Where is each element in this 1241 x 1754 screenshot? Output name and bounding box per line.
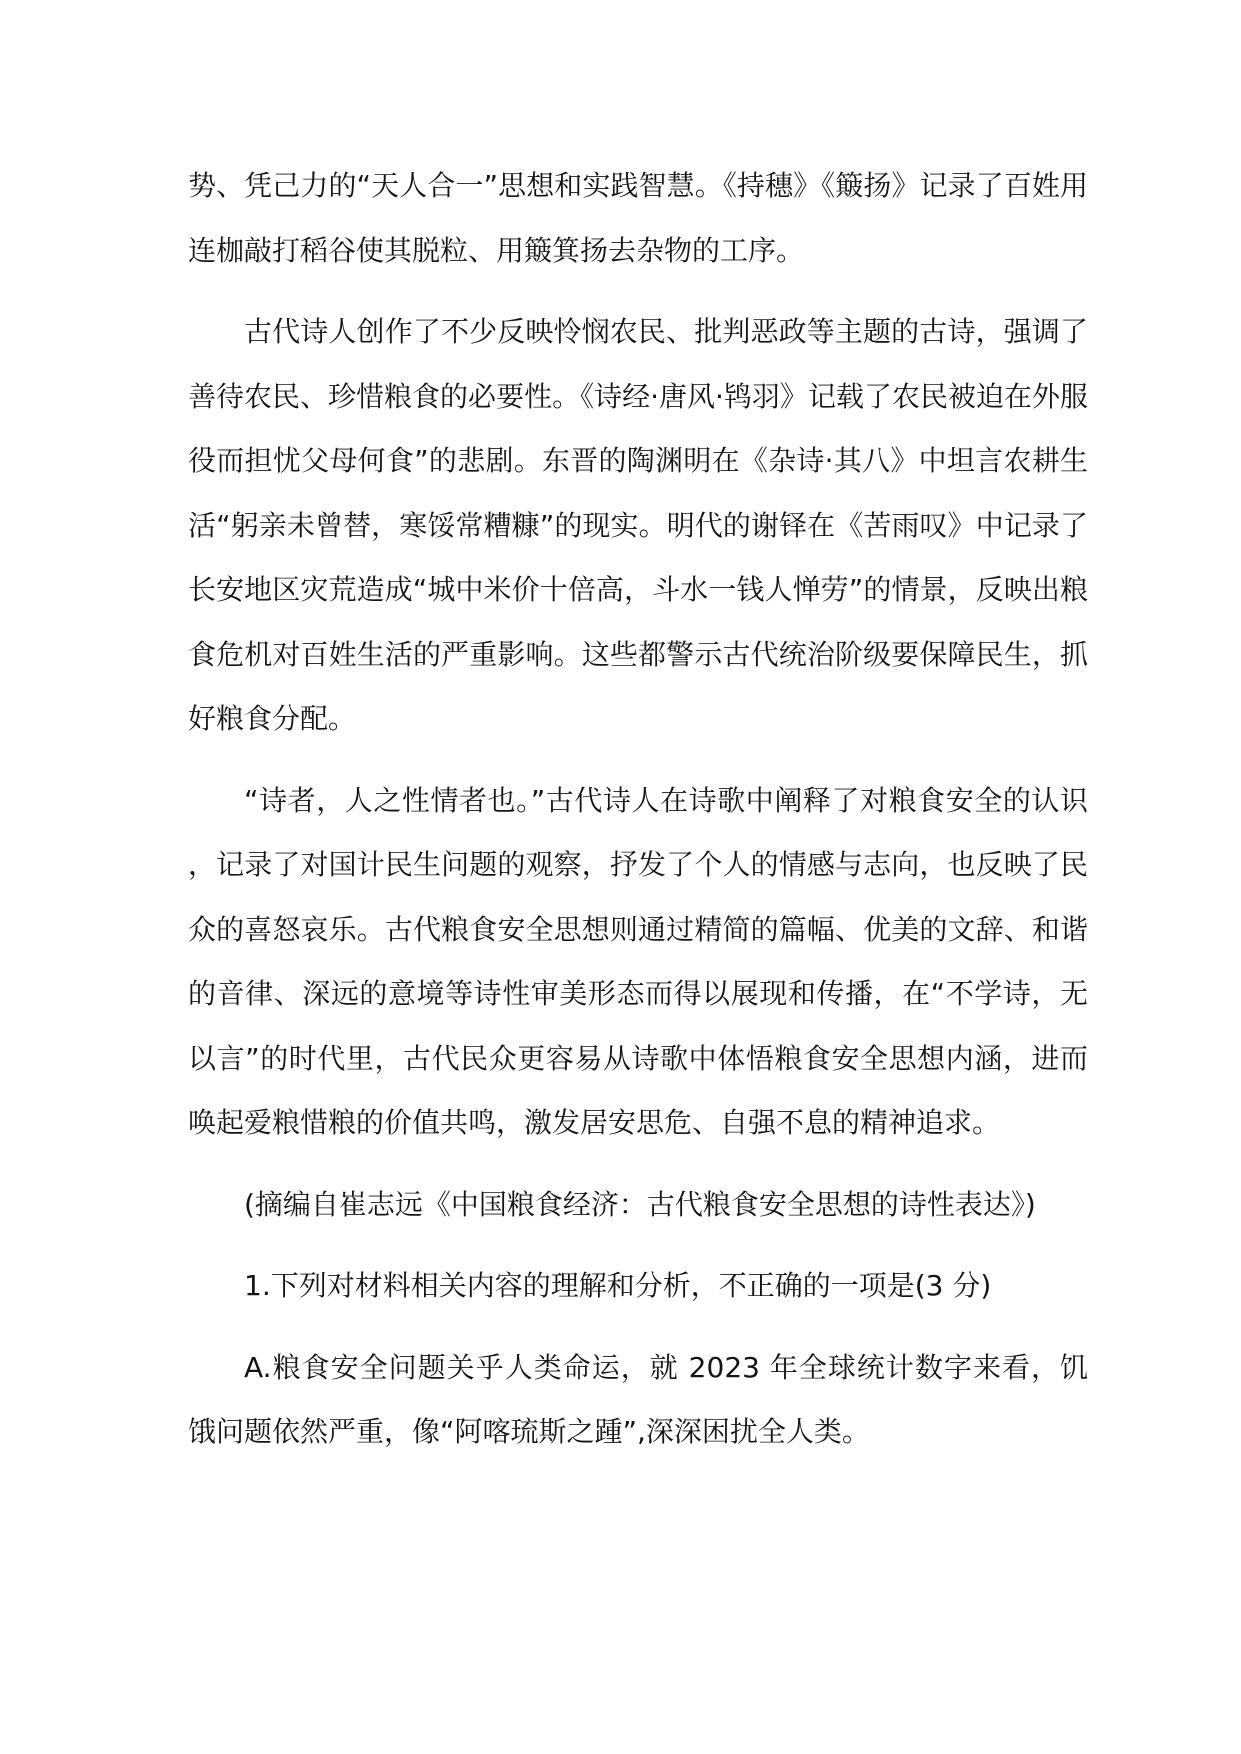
source-citation: (摘编自崔志远《中国粮食经济：古代粮食安全思想的诗性表达》)	[244, 1187, 1036, 1221]
paragraph-poetic-expression: “诗者，人之性情者也。”古代诗人在诗歌中阐释了对粮食安全的认识，记录了对国计民生问题的观察，抒发了个人的情感与志向，也反映了民众的喜怒哀乐。古代粮食安全思想则通过精简的篇幅、优美的文辞、和谐的音律、深远的意境等诗性审美形态而得以展现和传播，在“不学诗，无以言”的时代里，古代民众更容易从诗歌中体悟粮食安全思想内涵，进而唤起爱粮惜粮的价值共鸣，激发居安思危、自强不息的精神追求。	[188, 783, 1088, 1139]
question-1: 1.下列对材料相关内容的理解和分析，不正确的一项是(3 分)	[244, 1269, 992, 1302]
paragraph-continuation: 势、凭己力的“天人合一”思想和实践智慧。《持穗》《簸扬》记录了百姓用连枷敲打稻谷使其脱粒、用簸箕扬去杂物的工序。	[188, 169, 1088, 267]
paragraph-poets-compassion: 古代诗人创作了不少反映怜悯农民、批判恶政等主题的古诗，强调了善待农民、珍惜粮食的必要性。《诗经·唐风·鸨羽》记载了农民被迫在外服役而担忧父母何食”的悲剧。东晋的陶渊明在《杂诗·其八》中坦言农耕生活“躬亲未曾替，寒馁常糟糠”的现实。明代的谢铎在《苦雨叹》中记录了长安地区灾荒造成“城中米价十倍高，斗水一钱人惮劳”的情景，反映出粮食危机对百姓生活的严重影响。这些都警示古代统治阶级要保障民生，抓好粮食分配。	[188, 315, 1088, 735]
option-a: A.粮食安全问题关乎人类命运，就 2023 年全球统计数字来看，饥饿问题依然严重，像“阿喀琉斯之踵”,深深困扰全人类。	[188, 1350, 1088, 1448]
document-page	[188, 154, 1088, 1465]
